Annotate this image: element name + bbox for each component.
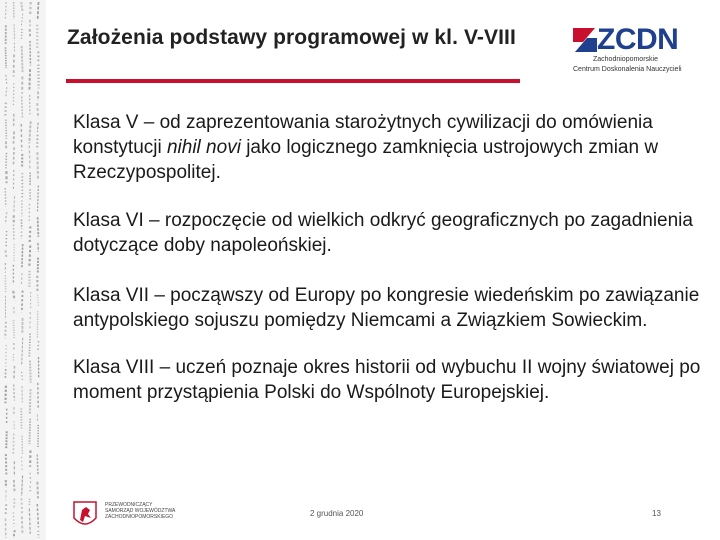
zcdn-logo-subtitle-1: Zachodniopomorskie xyxy=(593,56,658,63)
strip-scribble xyxy=(22,372,23,380)
strip-scribble xyxy=(13,291,14,301)
zcdn-logo xyxy=(573,23,683,74)
strip-scribble xyxy=(37,123,38,132)
title-underline xyxy=(66,79,520,83)
strip-scribble xyxy=(22,96,23,117)
zcdn-logo-mark-icon xyxy=(573,26,599,54)
strip-scribble xyxy=(21,273,22,284)
strip-scribble xyxy=(6,75,7,84)
strip-scribble xyxy=(38,217,39,237)
strip-scribble xyxy=(21,498,22,513)
strip-scribble xyxy=(37,152,38,179)
strip-scribble xyxy=(14,24,15,40)
slide-title: Założenia podstawy programowej w kl. V-VIII xyxy=(67,26,516,49)
manuscript-strip-decoration xyxy=(0,0,46,540)
strip-scribble xyxy=(5,250,6,257)
footer-date: 2 grudnia 2020 xyxy=(310,509,364,518)
strip-scribble xyxy=(30,226,31,242)
strip-scribble xyxy=(37,482,38,499)
strip-scribble xyxy=(6,454,7,474)
strip-scribble xyxy=(30,29,31,38)
strip-scribble xyxy=(6,431,7,449)
strip-scribble xyxy=(14,196,15,212)
strip-scribble xyxy=(37,186,38,212)
class-label: Klasa VII xyxy=(73,285,150,306)
strip-scribble xyxy=(29,334,30,358)
page-number: 13 xyxy=(652,509,661,518)
footer-org-line: PRZEWODNICZĄCY xyxy=(105,502,153,508)
footer-org-line: ZACHODNIOPOMORSKIEGO xyxy=(105,514,174,520)
strip-scribble xyxy=(22,476,23,496)
strip-scribble xyxy=(29,121,30,143)
strip-scribble xyxy=(5,47,6,68)
strip-scribble xyxy=(6,120,7,139)
strip-scribble xyxy=(37,454,38,475)
strip-scribble xyxy=(29,245,30,267)
class-label: Klasa VI xyxy=(73,210,144,231)
strip-scribble xyxy=(5,322,6,339)
strip-scribble xyxy=(14,480,15,493)
strip-scribble xyxy=(5,2,6,19)
class-label: Klasa V xyxy=(73,112,139,133)
paragraph-italic-term: nihil novi xyxy=(166,137,241,158)
strip-scribble xyxy=(30,360,31,382)
strip-scribble xyxy=(21,2,22,11)
paragraph-klasa-viii xyxy=(73,355,703,405)
paragraph-klasa-vi xyxy=(73,208,703,258)
strip-scribble xyxy=(14,366,15,379)
paragraph-klasa-vii xyxy=(73,283,703,333)
strip-scribble xyxy=(13,147,14,165)
strip-scribble xyxy=(14,384,15,400)
strip-scribble xyxy=(37,504,38,527)
griffin-emblem-icon xyxy=(72,500,98,530)
slide-body xyxy=(73,110,703,428)
strip-scribble xyxy=(5,212,6,224)
strip-scribble xyxy=(22,517,23,534)
strip-scribble xyxy=(21,29,22,41)
class-label: Klasa VIII xyxy=(73,357,155,378)
footer-organization xyxy=(105,502,175,520)
strip-scribble xyxy=(29,69,30,90)
strip-scribble xyxy=(29,145,30,168)
paragraph-text: jako logicznego zamknięcia ustrojowych zmian w Rzeczypospolitej. xyxy=(73,137,659,183)
strip-scribble xyxy=(30,389,31,414)
strip-scribble xyxy=(21,14,22,26)
paragraph-text: – rozpoczęcie od wielkich odkryć geograficznych po zagadnienia dotyczące doby napoleońskiej. xyxy=(73,210,693,256)
strip-scribble xyxy=(6,345,7,367)
paragraph-text: – od zaprezentowania starożytnych cywilizacji do omówienia konstytucji xyxy=(73,112,653,158)
strip-scribble xyxy=(6,504,7,514)
strip-scribble xyxy=(13,131,14,143)
zcdn-logo-text: ZCDN xyxy=(597,23,679,56)
paragraph-klasa-v xyxy=(73,110,703,185)
strip-scribble xyxy=(38,295,39,307)
strip-scribble xyxy=(38,2,39,20)
strip-scribble xyxy=(29,508,30,533)
strip-scribble xyxy=(22,244,23,268)
strip-scribble xyxy=(13,320,14,339)
paragraph-text: – począwszy od Europy po kongresie wiedeńskim po zawiązanie antypolskiego sojuszu pomiędzy Niemcami a Związkiem Sowieckim. xyxy=(73,285,700,331)
strip-scribble xyxy=(38,383,39,410)
strip-scribble xyxy=(22,291,23,313)
footer-org-line: SAMORZĄD WOJEWÓDZTWA xyxy=(105,508,176,514)
strip-scribble xyxy=(22,338,23,365)
strip-scribble xyxy=(6,87,7,97)
strip-scribble xyxy=(6,153,7,169)
paragraph-text: – uczeń poznaje okres historii od wybuchu II wojny światowej po moment przystąpienia Polski do Wspólnoty Europejskiej. xyxy=(73,357,701,403)
zcdn-logo-subtitle-2: Centrum Doskonalenia Nauczycieli xyxy=(573,66,682,73)
strip-scribble xyxy=(29,419,30,444)
strip-scribble xyxy=(30,473,31,484)
strip-scribble xyxy=(38,243,39,252)
strip-scribble xyxy=(13,513,14,527)
strip-scribble xyxy=(22,46,23,73)
strip-scribble xyxy=(14,530,15,538)
strip-scribble xyxy=(37,103,38,118)
